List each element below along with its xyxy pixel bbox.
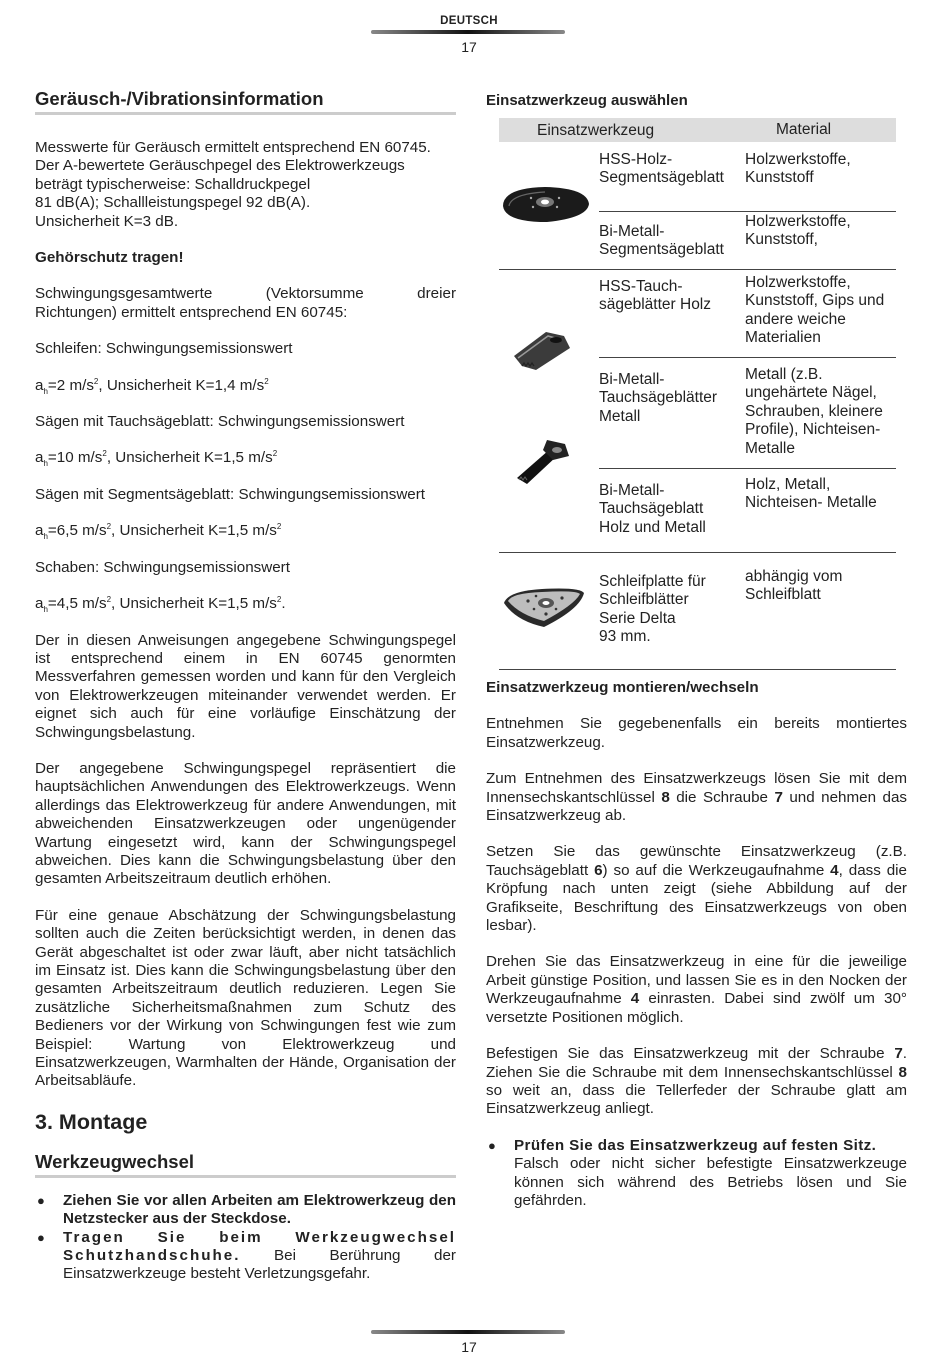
sanding-plate-image [502, 583, 586, 631]
mount-paragraph-4: Drehen Sie das Einsatzwerkzeug in eine für die jeweilige Arbeit günstige Position, und lassen Sie es in den Nocken der Werkzeugaufnahme 4 einrasten. Dabei sind zwölf um 30° versetzte Positionen möglich. [486, 953, 907, 1026]
plunge-blade-metal-image [513, 438, 573, 486]
mount-paragraph-1: Entnehmen Sie gegebenenfalls ein bereits montiertes Einsatzwerkzeug. [486, 715, 907, 751]
row2-material: Holzwerkstoffe, Kunststoff, [745, 213, 851, 249]
row4-material: Metall (z.B. ungehärtete Nägel, Schrauben, kleinere Profile), Nichteisen- Metalle [745, 366, 883, 457]
header-page-number: 17 [461, 39, 477, 55]
hearing-protection-note: Gehörschutz tragen! [35, 249, 184, 267]
header-material: Material [776, 121, 832, 138]
paragraph-vibration-represent: Der angegebene Schwingungspegel repräsentiert die hauptsächlichen Anwendungen des Elektrowerkzeugs. Wenn allerdings das Elektrowerkzeug für andere Anwendungen, mit abweichenden Einsatzwerkzeugen oder ungenügender Wartung eingesetzt wird, kann der Schwingungspegel abweichen. Dies kann die Schwingungsbelastung über den gesamten Arbeitszeitraum deutlich erhöhen. [35, 759, 456, 888]
gloves-warning: Tragen Sie beim Werkzeugwechsel Schutzhandschuhe. [63, 1228, 456, 1265]
noise-line: Der A-bewertete Geräuschpegel des Elektrowerkzeugs [35, 157, 405, 175]
row3-tool: HSS-Tauch- sägeblätter Holz [599, 278, 712, 314]
bullet-check-seat [486, 1137, 907, 1211]
footer-divider [371, 1330, 565, 1334]
table-divider [499, 269, 896, 270]
table-divider [599, 468, 896, 469]
row3-material: Holzwerkstoffe, Kunststoff, Gips und andere weiche Materialien [745, 274, 885, 347]
header-tool: Einsatzwerkzeug [537, 122, 655, 139]
row5-material: Holz, Metall, Nichteisen- Metalle [745, 476, 877, 512]
row1-material: Holzwerkstoffe, Kunststoff [745, 151, 851, 187]
segment-value: $a_h=6,5$ $m/s^2$, Unsicherheit K=1,5 $m/s^2$ [35, 522, 282, 542]
paragraph-vibration-estimate: Für eine genaue Abschätzung der Schwingungsbelastung sollten auch die Zeiten berücksichtigt werden, in denen das Gerät abgeschaltet ist oder zwar läuft, aber nicht tatsächlich im Einsatz ist. Dies kann die Schwingungsbelastung über den gesamten Arbeitszeitraum deutlich reduzieren. Legen Sie zusätzliche Sicherheitsmaßnahmen zum Schutz des Bedieners vor der Wirkung von Schwingungen fest wie zum Beispiel: Wartung von Elektrowerkzeug und Einsatzwerkzeugen, Warmhalten der Hände, Organisation der Arbeitsabläufe. [35, 906, 456, 1090]
vibration-intro-line: Schwingungsgesamtwerte (Vektorsumme dreier [35, 285, 456, 303]
select-tool-title: Einsatzwerkzeug auswählen [486, 92, 688, 109]
bullet-gloves [35, 1229, 456, 1284]
mount-paragraph-5: Befestigen Sie das Einsatzwerkzeug mit der Schraube 7. Ziehen Sie die Schraube mit dem Innensechskantschlüssel 8 so weit an, dass die Tellerfeder der Schraube glatt am Einsatzwerkzeug anliegt. [486, 1045, 907, 1118]
segment-label: Sägen mit Segmentsägeblatt: Schwingungsemissionswert [35, 485, 426, 503]
plunge-label: Sägen mit Tauchsägeblatt: Schwingungsemissionswert [35, 413, 405, 431]
gloves-text: Bei Berührung der Einsatzwerkzeuge besteht Verletzungsgefahr. [63, 1247, 456, 1283]
row6-tool: Schleifplatte für Schleifblätter Serie Delta 93 mm. [599, 573, 706, 646]
table-divider [499, 669, 896, 670]
row2-tool: Bi-Metall- Segmentsägeblatt [599, 223, 724, 259]
grinding-value: $a_h=2$ $m/s^2$, Unsicherheit K=1,4 $m/s^2$ [35, 376, 269, 396]
plunge-value: $a_h=10$ $m/s^2$, Unsicherheit K=1,5 $m/s^2$ [35, 449, 278, 469]
plunge-blade-wood-image [512, 326, 574, 370]
tool-table-header [499, 118, 896, 142]
row6-material: abhängig vom Schleifblatt [745, 568, 843, 604]
paragraph-vibration-level: Der in diesen Anweisungen angegebene Schwingungspegel ist entsprechend einem in EN 60745 genormten Messverfahren gemessen worden und kann für den Vergleich von Elektrowerkzeugen miteinander verwendet werden. Er eignet sich auch für eine vorläufige Einschätzung der Schwingungsbelastung. [35, 631, 456, 741]
mount-paragraph-3: Setzen Sie das gewünschte Einsatzwerkzeug (z.B. Tauchsägeblatt 6) so auf die Werkzeugaufnahme 4, dass die Kröpfung nach unten zeigt (siehe Abbildung auf der Grafikseite, Beschriftung des Einsatzwerkzeugs von oben lesbar). [486, 843, 907, 935]
noise-line: Messwerte für Geräusch ermittelt entsprechend EN 60745. [35, 139, 431, 156]
check-seat-text: Falsch oder nicht sicher befestigte Einsatzwerkzeuge können sich während des Betriebs lösen und Sie gefährden. [514, 1155, 907, 1209]
noise-line: 81 dB(A); Schallleistungspegel 92 dB(A). [35, 194, 311, 212]
scraping-label: Schaben: Schwingungsemissionswert [35, 558, 290, 576]
left-column [35, 88, 456, 1284]
scraping-value: $a_h=4,5$ $m/s^2$, Unsicherheit K=1,5 $m/s^2$. [35, 595, 286, 615]
vibration-intro [35, 285, 456, 322]
vibration-intro-line: Richtungen) ermittelt entsprechend EN 60745: [35, 303, 348, 321]
table-divider [499, 552, 896, 553]
table-divider [599, 211, 896, 212]
row4-tool: Bi-Metall- Tauchsägeblätter Metall [599, 371, 718, 425]
mount-title: Einsatzwerkzeug montieren/wechseln [486, 679, 759, 696]
noise-line: Unsicherheit K=3 dB. [35, 212, 179, 230]
noise-line: beträgt typischerweise: Schalldruckpegel [35, 175, 311, 193]
table-divider [599, 357, 896, 358]
bullet-unplug: ● Ziehen Sie vor allen Arbeiten am Elektrowerkzeug den Netzstecker aus der Steckdose. [35, 1192, 456, 1229]
footer-page-number: 17 [461, 1339, 477, 1355]
row5-tool: Bi-Metall- Tauchsägeblatt Holz und Metall [599, 482, 706, 536]
row1-tool: HSS-Holz- Segmentsägeblatt [599, 151, 724, 187]
tool-change-title: Werkzeugwechsel [35, 1151, 456, 1178]
grinding-label: Schleifen: Schwingungsemissionswert [35, 340, 293, 358]
header-language: DEUTSCH [440, 15, 498, 27]
mount-paragraph-2: Zum Entnehmen des Einsatzwerkzeugs lösen Sie mit dem Innensechskantschlüssel 8 die Schraube 7 und nehmen das Einsatzwerkzeug ab. [486, 770, 907, 825]
header-divider [371, 30, 565, 34]
segment-saw-blade-image [499, 182, 591, 226]
mounting-section [486, 679, 907, 1210]
noise-measurements [35, 139, 456, 231]
montage-title: 3. Montage [35, 1109, 148, 1134]
check-seat-warning: Prüfen Sie das Einsatzwerkzeug auf festen Sitz. [514, 1136, 877, 1154]
noise-section-title: Geräusch-/Vibrationsinformation [35, 88, 456, 115]
